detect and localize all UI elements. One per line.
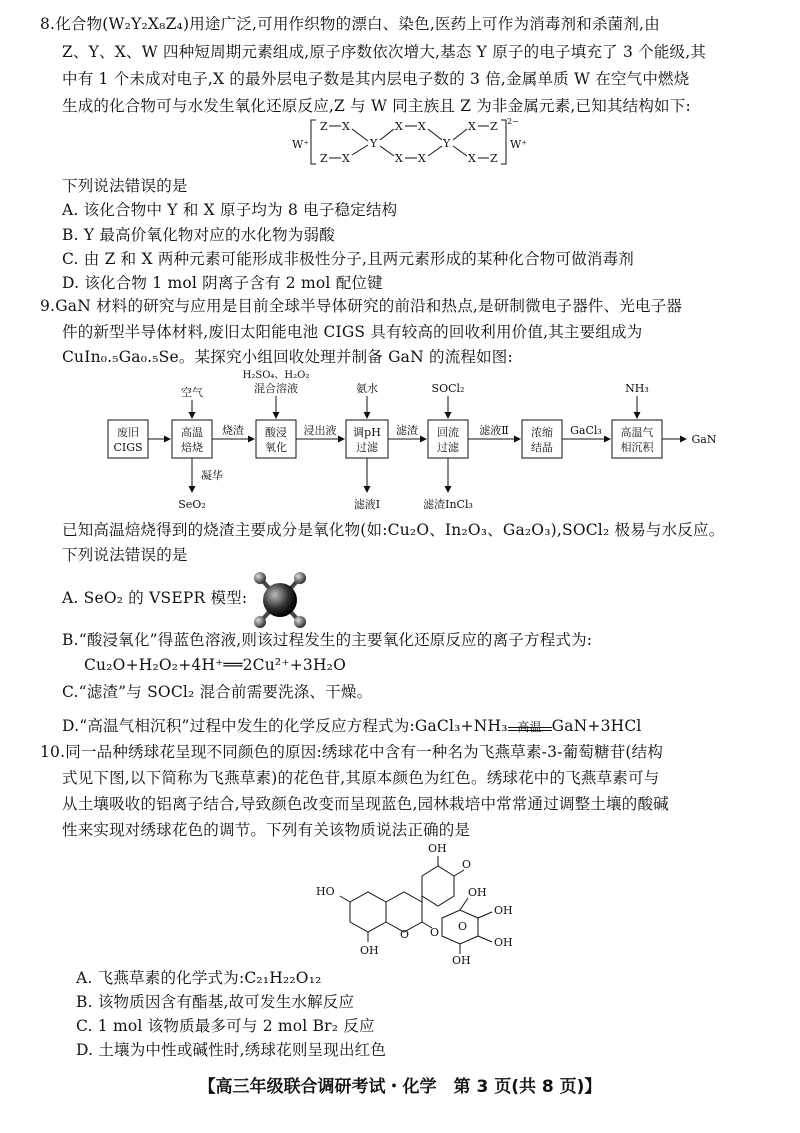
label-oh: OH (428, 842, 447, 855)
input-acid-formula: H₂SO₄、H₂O₂ (242, 370, 310, 381)
box-acid-leach: 酸浸 (265, 426, 287, 439)
box-concentrate: 浓缩 (531, 426, 553, 439)
q8-line-3: 中有 1 个未成对电子,X 的最外层电子数是其内层电子数的 3 倍,金属单质 W 在空气中燃烧 (62, 70, 690, 88)
w-cation-right: W⁺ (510, 138, 528, 151)
label-oh: OH (494, 936, 513, 949)
q9-stem: 下列说法错误的是 (62, 546, 188, 564)
q10-option-b: B. 该物质因含有酯基,故可发生水解反应 (76, 993, 355, 1011)
atom-y: Y (443, 137, 451, 150)
box-roast: 高温 (181, 426, 203, 439)
label-residue: 滤渣 (396, 424, 418, 437)
q9-option-d-products: GaN+3HCl (551, 717, 642, 735)
label-o-link: O (430, 926, 440, 939)
atom-x: X (418, 152, 426, 165)
input-acid-mix: 混合溶液 (254, 382, 298, 395)
label-gan-product: GaN (691, 433, 717, 446)
w-cation-left: W⁺ (292, 138, 310, 151)
q10-line-1: 10.同一品种绣球花呈现不同颜色的原因:绣球花中含有一种名为飞燕草素-3-葡萄糖苷(结构 (40, 743, 664, 761)
q10-option-a: A. 飞燕草素的化学式为:C₂₁H₂₂O₁₂ (76, 969, 322, 987)
box-acid-leach-label2: 氧化 (265, 441, 287, 454)
q9-option-b-equation: Cu₂O+H₂O₂+4H⁺══2Cu²⁺+3H₂O (84, 656, 346, 674)
q9-option-c: C.“滤渣”与 SOCl₂ 混合前需要洗涤、干燥。 (62, 683, 373, 701)
input-socl2: SOCl₂ (431, 382, 465, 395)
box-reflux: 回流 (437, 426, 459, 439)
q9-option-b-line-1: B.“酸浸氧化”得蓝色溶液,则该过程发生的主要氧化还原反应的离子方程式为: (62, 631, 593, 649)
atom-x: X (468, 152, 476, 165)
q10-option-d: D. 土壤为中性或碱性时,绣球花则呈现出红色 (76, 1041, 387, 1059)
label-gacl3: GaCl₃ (570, 424, 602, 437)
box-adjust-ph: 调pH (353, 426, 381, 439)
output-incl3: 滤渣InCl₃ (423, 498, 473, 511)
q10-line-4: 性来实现对绣球花色的调节。下列有关该物质说法正确的是 (62, 821, 471, 839)
reaction-condition: 高温 (517, 720, 542, 734)
input-air: 空气 (181, 386, 203, 399)
label-oh: OH (360, 944, 379, 957)
box-adjust-ph-label2: 过滤 (356, 441, 378, 454)
q9-flow-diagram (100, 368, 720, 518)
atom-z: Z (320, 120, 328, 133)
atom-x: X (342, 152, 350, 165)
label-filtrate-2: 滤液Ⅱ (479, 424, 509, 437)
label-o-ring: O (400, 928, 410, 941)
output-seo2: SeO₂ (178, 498, 206, 511)
box-reflux-label2: 过滤 (437, 441, 459, 454)
atom-z: Z (490, 120, 498, 133)
label-o-sugar: O (458, 920, 468, 933)
page-footer: 【高三年级联合调研考试・化学 第 3 页(共 8 页)】 (198, 1077, 602, 1097)
q8-option-b: B. Y 最高价氧化物对应的水化物为弱酸 (62, 226, 335, 244)
atom-x: X (395, 120, 403, 133)
label-calcine: 烧渣 (222, 424, 244, 437)
q8-option-c: C. 由 Z 和 X 两种元素可能形成非极性分子,且两元素形成的某种化合物可做消毒剂 (62, 250, 635, 268)
label-oh: OH (494, 904, 513, 917)
q8-option-d: D. 该化合物 1 mol 阴离子含有 2 mol 配位键 (62, 274, 383, 292)
atom-x: X (468, 120, 476, 133)
atom-y: Y (370, 137, 378, 150)
box-waste-cigs: 废旧 (117, 426, 139, 439)
q9-option-a: A. SeO₂ 的 VSEPR 模型: (62, 589, 248, 607)
label-ho: HO (316, 885, 335, 898)
output-filtrate-1: 滤液Ⅰ (353, 498, 381, 511)
q10-line-2: 式见下图,以下简称为飞燕草素)的花色苷,其原本颜色为红色。绣球花中的飞燕草素可与 (62, 769, 660, 787)
anion-charge: 2− (507, 117, 519, 126)
box-concentrate-label2: 结晶 (531, 441, 553, 454)
label-sublimation: 凝华 (201, 469, 223, 482)
box-cvd: 高温气 (620, 426, 654, 439)
q10-line-3: 从土壤吸收的铝离子结合,导致颜色改变而呈现蓝色,园林栽培中常常通过调整土壤的酸碱 (62, 795, 669, 813)
input-nh3: NH₃ (625, 382, 649, 395)
box-roast-label2: 焙烧 (181, 441, 203, 454)
q8-line-1: 8.化合物(W₂Y₂X₈Z₄)用途广泛,可用作织物的漂白、染色,医药上可作为消毒剂和杀菌剂,由 (40, 15, 660, 33)
box-waste-cigs-label2: CIGS (113, 441, 143, 454)
label-oh: OH (468, 886, 487, 899)
q9-line-3: CuIn₀.₅Ga₀.₅Se。某探究小组回收处理并制备 GaN 的流程如图: (62, 348, 513, 366)
q9-option-d-text: D.“高温气相沉积”过程中发生的化学反应方程式为:GaCl₃+NH₃ (62, 717, 508, 735)
q9-option-d (62, 716, 642, 736)
atom-z: Z (490, 152, 498, 165)
q8-line-4: 生成的化合物可与水发生氧化还原反应,Z 与 W 同主族且 Z 为非金属元素,已知其结构如下: (62, 97, 691, 115)
vsepr-model-image (250, 570, 310, 628)
q8-stem: 下列说法错误的是 (62, 177, 188, 195)
input-ammonia: 氨水 (356, 382, 378, 395)
q8-option-a: A. 该化合物中 Y 和 X 原子均为 8 电子稳定结构 (62, 201, 398, 219)
q10-option-c: C. 1 mol 该物质最多可与 2 mol Br₂ 反应 (76, 1017, 375, 1035)
q9-note: 已知高温焙烧得到的烧渣主要成分是氧化物(如:Cu₂O、In₂O₃、Ga₂O₃),SOCl₂ 极易与水反应。 (62, 521, 725, 539)
q8-structure-diagram (290, 114, 530, 172)
atom-z: Z (320, 152, 328, 165)
label-leachate: 浸出液 (303, 424, 337, 437)
atom-x: X (342, 120, 350, 133)
atom-x: X (418, 120, 426, 133)
q8-line-2: Z、Y、X、W 四种短周期元素组成,原子序数依次增大,基态 Y 原子的电子填充了 3 个能级,其 (62, 43, 707, 61)
box-cvd-label2: 相沉积 (620, 441, 654, 454)
q9-line-1: 9.GaN 材料的研究与应用是目前全球半导体研究的前沿和热点,是研制微电子器件、光电子器 (40, 297, 683, 315)
atom-x: X (395, 152, 403, 165)
q9-line-2: 件的新型半导体材料,废旧太阳能电池 CIGS 具有较高的回收利用价值,其主要组成为 (62, 323, 643, 341)
label-o-keto: O (462, 858, 472, 871)
delphinidin-structure (310, 840, 540, 965)
label-oh: OH (452, 954, 471, 965)
